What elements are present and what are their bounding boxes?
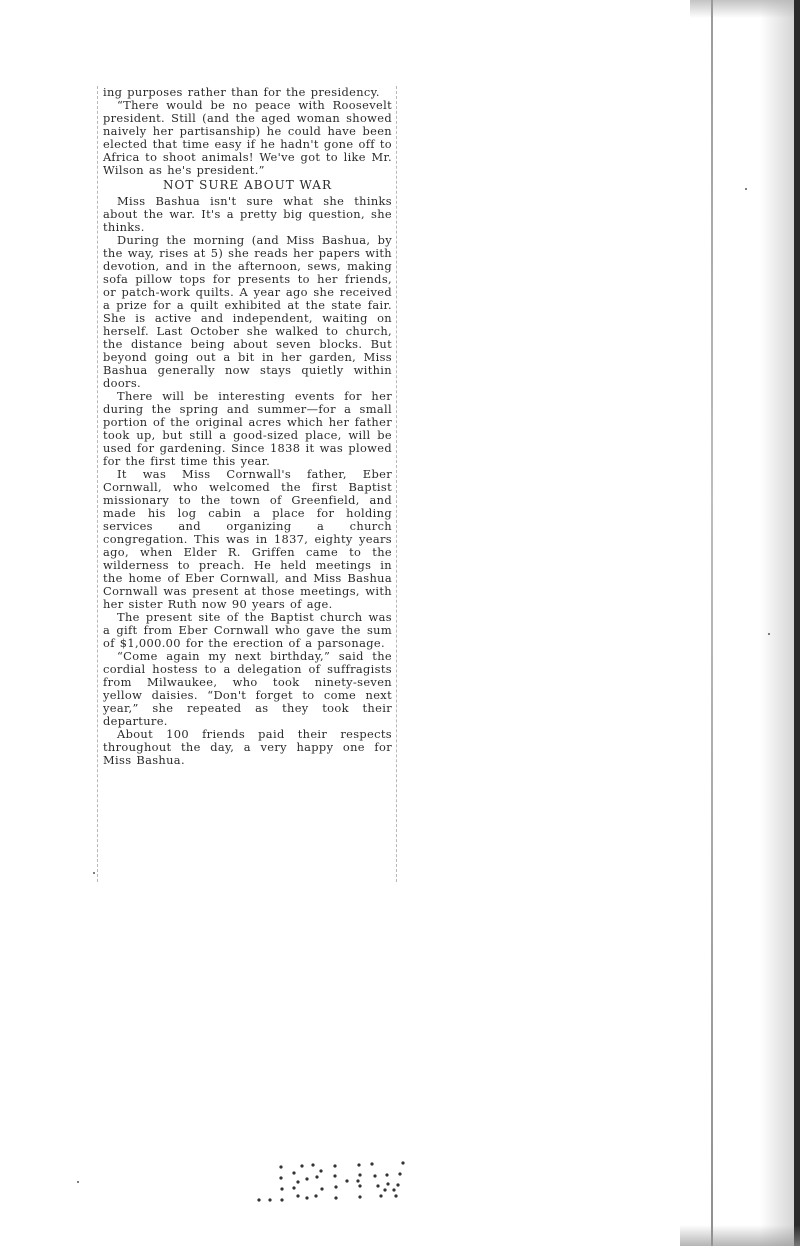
article-subheading: NOT SURE ABOUT WAR xyxy=(162,178,332,192)
scan-speck xyxy=(745,188,747,190)
dot-pattern-icon xyxy=(255,1160,425,1205)
article-paragraph: During the morning (and Miss Bashua, by the way, rises at 5) she reads her papers with devotion, and in the afternoon, sews, making sofa pillow tops for presents to her friends, or patch-work quilts. A year ago she received a prize for a quilt exhibited at the state fair. She is active and independent, waiting on herself. Last October she walked to church, the distance being about seven blocks. But beyond going out a bit in her garden, Miss Bashua generally now stays quietly within doors. xyxy=(103,233,392,390)
scan-edge-shadow xyxy=(760,0,794,1246)
article-paragraph: About 100 friends paid their respects throughout the day, a very happy one for Miss Bashua. xyxy=(103,727,392,767)
article-paragraph: The present site of the Baptist church was a gift from Eber Cornwall who gave the sum of $1,000.00 for the erection of a parsonage. xyxy=(103,610,392,650)
scan-speck xyxy=(77,1181,79,1183)
newspaper-clipping xyxy=(97,86,397,882)
article-paragraph: “There would be no peace with Roosevelt president. Still (and the aged woman showed naively her partisanship) he could have been elected that time easy if he hadn't gone off to Africa to shoot animals! We've got to like Mr. Wilson as he's president.” xyxy=(103,98,392,177)
scan-speck xyxy=(93,872,95,874)
perforation-stamp xyxy=(255,1160,425,1205)
page-fold-line xyxy=(711,0,713,1246)
scan-border xyxy=(794,0,800,1246)
article-paragraph: It was Miss Cornwall's father, Eber Cornwall, who welcomed the first Baptist missionary to the town of Greenfield, and made his log cabin a place for holding services and organizing a church congregation. This was in 1837, eighty years ago, when Elder R. Griffen came to the wilderness to preach. He held meetings in the home of Eber Cornwall, and Miss Bashua Cornwall was present at those meetings, with her sister Ruth now 90 years of age. xyxy=(103,467,392,611)
scan-bottom-shadow xyxy=(680,1225,800,1246)
article-paragraph: Miss Bashua isn't sure what she thinks about the war. It's a pretty big question, she thinks. xyxy=(103,194,392,234)
scan-speck xyxy=(768,633,770,635)
article-paragraph: There will be interesting events for her during the spring and summer—for a small portion of the original acres which her father took up, but still a good-sized place, will be used for gardening. Since 1838 it was plowed for the first time this year. xyxy=(103,389,392,468)
article-paragraph: “Come again my next birthday,” said the cordial hostess to a delegation of suffragists from Milwaukee, who took ninety-seven yellow daisies. “Don't forget to come next year,” she repeated as they took their departure. xyxy=(103,649,392,728)
article-paragraph: ing purposes rather than for the presidency. xyxy=(103,85,380,99)
